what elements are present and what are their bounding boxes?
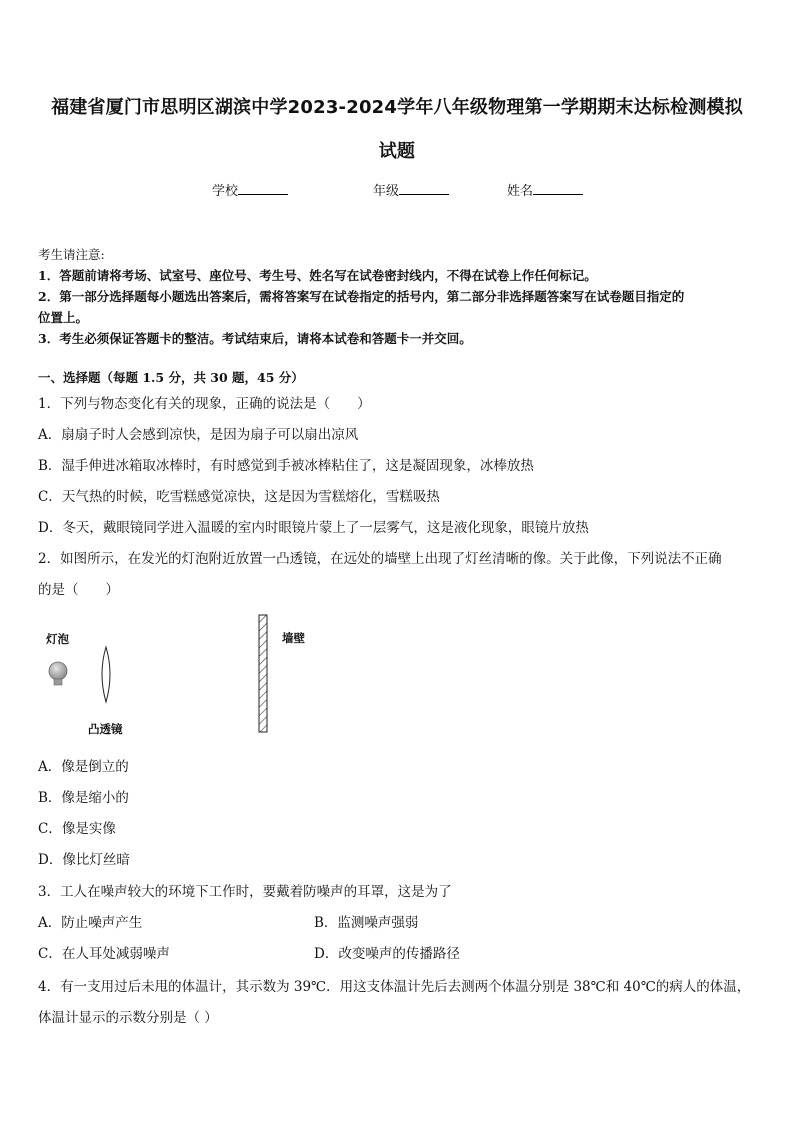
q1-option-c[interactable]: C．天气热的时候，吃雪糕感觉凉快，这是因为雪糕熔化，雪糕吸热: [38, 489, 440, 505]
section-title: 一、选择题（每题 1.5 分，共 30 题，45 分）: [38, 370, 304, 385]
school-blank[interactable]: [238, 182, 288, 195]
q3-option-c[interactable]: C．在人耳处减弱噪声: [38, 946, 170, 962]
notes-block: [38, 244, 763, 349]
title-line-2: 试题: [378, 141, 416, 162]
exam-title: [30, 86, 764, 174]
q3-stem: 3．工人在噪声较大的环境下工作时，要戴着防噪声的耳罩，这是为了: [38, 884, 452, 900]
wall-icon: [259, 615, 267, 732]
q2-option-d[interactable]: D．像比灯丝暗: [38, 852, 130, 868]
name-blank[interactable]: [533, 182, 583, 195]
q1-stem: 1．下列与物态变化有关的现象，正确的说法是（ ）: [38, 396, 371, 412]
q3-option-d[interactable]: D．改变噪声的传播路径: [314, 946, 460, 962]
grade-field: [373, 180, 449, 199]
school-field: [212, 180, 288, 199]
q1-option-d[interactable]: D．冬天，戴眼镜同学进入温暖的室内时眼镜片蒙上了一层雾气，这是液化现象，眼镜片放热: [38, 520, 589, 536]
q3-option-a[interactable]: A．防止噪声产生: [38, 915, 143, 931]
q2-option-c[interactable]: C．像是实像: [38, 821, 116, 837]
q3-option-b[interactable]: B．监测噪声强弱: [314, 915, 419, 931]
q4-stem-line-1: 4．有一支用过后未甩的体温计，其示数为 39℃．用这支体温计先后去测两个体温分别是 38℃和 40℃的病人的体温，: [38, 979, 751, 995]
notes-header: 考生请注意:: [38, 247, 105, 262]
school-label: 学校: [212, 184, 239, 199]
name-field: [507, 180, 583, 199]
q1-option-a[interactable]: A．扇扇子时人会感到凉快，是因为扇子可以扇出凉风: [38, 427, 359, 443]
q2-option-a[interactable]: A．像是倒立的: [38, 759, 129, 775]
convex-lens-icon: [102, 647, 110, 702]
title-line-1: 福建省厦门市思明区湖滨中学2023-2024学年八年级物理第一学期期末达标检测模拟: [51, 97, 743, 118]
grade-label: 年级: [373, 184, 400, 199]
optics-figure: [40, 612, 280, 737]
bulb-label: 灯泡: [46, 632, 69, 646]
q2-option-b[interactable]: B．像是缩小的: [38, 790, 129, 806]
note-item: 3．考生必须保证答题卡的整洁。考试结束后，请将本试卷和答题卡一并交回。: [38, 331, 472, 346]
q1-option-b[interactable]: B．湿手伸进冰箱取冰棒时，有时感觉到手被冰棒粘住了，这是凝固现象，冰棒放热: [38, 458, 534, 474]
lens-label: 凸透镜: [88, 722, 123, 736]
bulb-icon: [49, 662, 67, 685]
q4-stem-line-2: 体温计显示的示数分别是（ ）: [38, 1010, 218, 1026]
note-item: 2．第一部分选择题每小题选出答案后，需将答案写在试卷指定的括号内，第二部分非选择题答案写在试卷题目指定的: [38, 289, 685, 304]
grade-blank[interactable]: [399, 182, 449, 195]
wall-label: 墙壁: [282, 631, 305, 645]
q2-stem-line-2: 的是（ ）: [38, 582, 119, 598]
note-item: 位置上。: [38, 310, 89, 325]
name-label: 姓名: [507, 184, 534, 199]
q2-stem-line-1: 2．如图所示，在发光的灯泡附近放置一凸透镜，在远处的墙壁上出现了灯丝清晰的像。关于此像，下列说法不正确: [38, 551, 722, 567]
note-item: 1．答题前请将考场、试室号、座位号、考生号、姓名写在试卷密封线内，不得在试卷上作任何标记。: [38, 268, 597, 283]
